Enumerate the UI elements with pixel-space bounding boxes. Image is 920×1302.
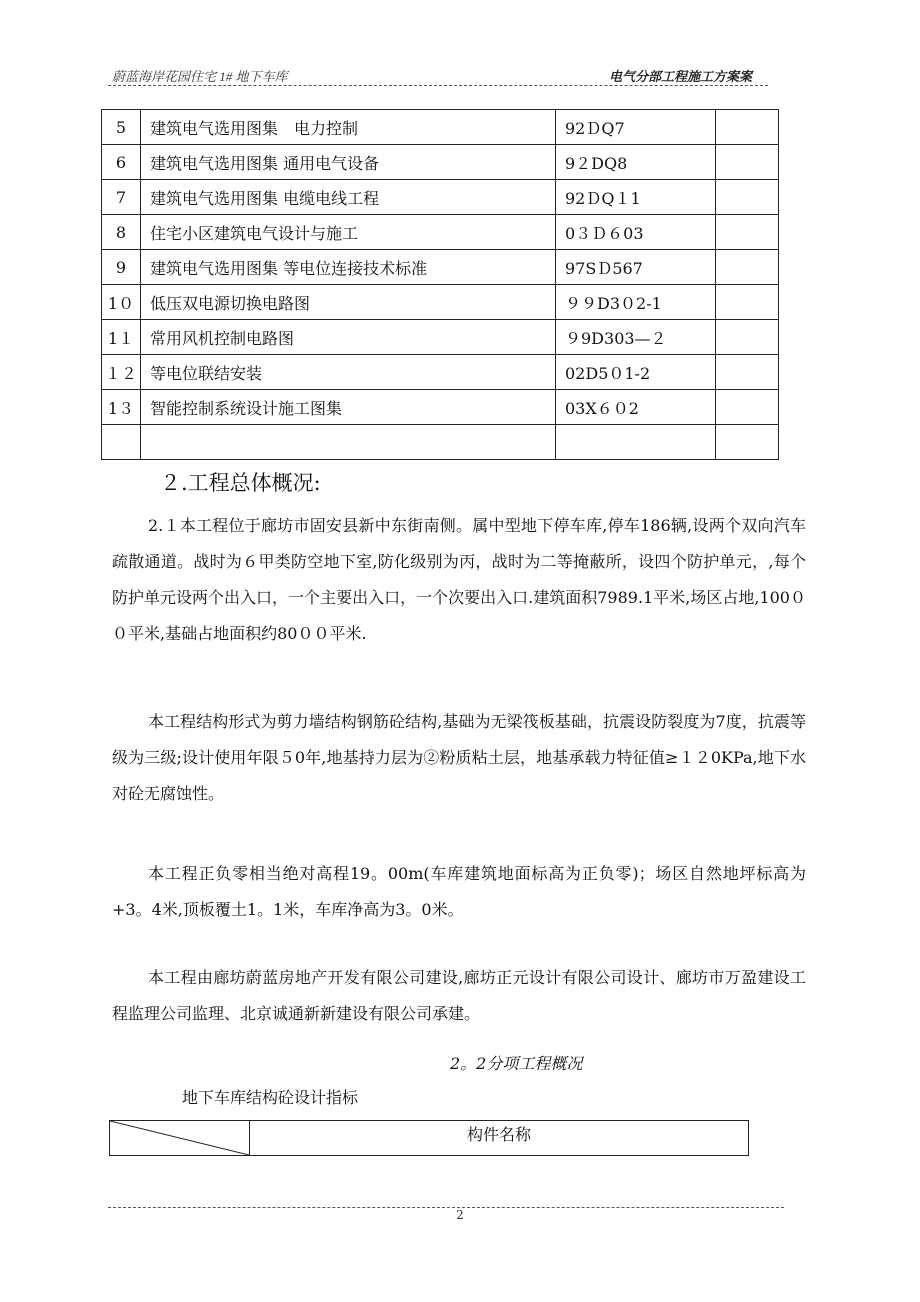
concrete-design-table [109, 1120, 749, 1156]
blank-cell [716, 145, 779, 180]
page-number: 2 [456, 1208, 464, 1222]
blank-cell [716, 285, 779, 320]
table-row [102, 180, 779, 215]
blank-cell [716, 110, 779, 145]
paragraph-text: 本工程结构形式为剪力墙结构钢筋砼结构,基础为无梁筏板基础，抗震设防裂度为7度，抗震等级为三级;设计使用年限５0年,地基持力层为②粉质粘土层，地基承载力特征值≥１２0KPa,地下水对砼无腐蚀性。 [112, 712, 806, 803]
blank-cell [716, 390, 779, 425]
row-number: 1０ [102, 285, 141, 320]
reference-standards-table [101, 109, 779, 460]
standard-name: 等电位联结安装 [141, 355, 556, 390]
blank-cell [716, 355, 779, 390]
blank-cell [716, 320, 779, 355]
table-row [102, 355, 779, 390]
overview-paragraph-4 [112, 960, 806, 1032]
overview-paragraph-2 [112, 704, 806, 812]
blank-cell [716, 180, 779, 215]
table-caption: 地下车库结构砼设计指标 [182, 1088, 359, 1107]
standard-name: 住宅小区建筑电气设计与施工 [141, 215, 556, 250]
standard-name: 建筑电气选用图集 等电位连接技术标准 [141, 250, 556, 285]
atlas-code: 97SＤ567 [556, 250, 716, 285]
subsection-title: 2。2分项工程概况 [450, 1054, 583, 1073]
blank-cell [716, 215, 779, 250]
header-project-name: 蔚蓝海岸花园住宅 1# 地下车库 [112, 69, 288, 84]
row-number [102, 425, 141, 460]
atlas-code [556, 425, 716, 460]
table-row [102, 285, 779, 320]
table-row [102, 390, 779, 425]
paragraph-text: 本工程正负零相当绝对高程19。00m(车库建筑地面标高为正负零)；场区自然地坪标高为+3。4米,顶板覆土1。1米，车库净高为3。0米。 [112, 864, 806, 919]
table-row [102, 145, 779, 180]
blank-cell [716, 425, 779, 460]
blank-cell [716, 250, 779, 285]
standard-name: 建筑电气选用图集 通用电气设备 [141, 145, 556, 180]
standard-name: 建筑电气选用图集 电力控制 [141, 110, 556, 145]
row-number: 1３ [102, 390, 141, 425]
standard-name: 低压双电源切换电路图 [141, 285, 556, 320]
table-row [102, 250, 779, 285]
header-document-title: 电气分部工程施工方案案 [609, 69, 753, 84]
table-row [102, 215, 779, 250]
atlas-code: 92ＤQ１1 [556, 180, 716, 215]
atlas-code: 02D5０1-2 [556, 355, 716, 390]
row-number: １２ [102, 355, 141, 390]
table-row [102, 110, 779, 145]
overview-paragraph-3 [112, 856, 806, 928]
standard-name: 建筑电气选用图集 电缆电线工程 [141, 180, 556, 215]
atlas-code: 92ＤQ7 [556, 110, 716, 145]
section-title: ２.工程总体概况: [160, 471, 321, 495]
atlas-code: ９９D3０2-1 [556, 285, 716, 320]
atlas-code: ９9D303—２ [556, 320, 716, 355]
table-row [102, 425, 779, 460]
component-name-header: 构件名称 [466, 1125, 531, 1144]
standard-name [141, 425, 556, 460]
overview-paragraph-1 [112, 508, 806, 652]
row-number: 8 [102, 215, 141, 250]
paragraph-text: 2.１本工程位于廊坊市固安县新中东街南侧。属中型地下停车库,停车186辆,设两个双向汽车疏散通道。战时为６甲类防空地下室,防化级别为丙，战时为二等掩蔽所，设四个防护单元，,每个防护单元设两个出入口，一个主要出入口，一个次要出入口.建筑面积7989.1平米,场区占地,100００平米,基础占地面积约80００平米. [112, 516, 806, 643]
standard-name: 常用风机控制电路图 [141, 320, 556, 355]
diagonal-header-cell [110, 1121, 250, 1155]
diagonal-line [110, 1121, 249, 1155]
row-number: 6 [102, 145, 141, 180]
row-number: 7 [102, 180, 141, 215]
atlas-code: 03X６０2 [556, 390, 716, 425]
table-row [102, 320, 779, 355]
atlas-code: 0３Ｄ６03 [556, 215, 716, 250]
atlas-code: 9２DQ8 [556, 145, 716, 180]
row-number: 5 [102, 110, 141, 145]
standard-name: 智能控制系统设计施工图集 [141, 390, 556, 425]
row-number: 9 [102, 250, 141, 285]
paragraph-text: 本工程由廊坊蔚蓝房地产开发有限公司建设,廊坊正元设计有限公司设计、廊坊市万盈建设工程监理公司监理、北京诚通新新建设有限公司承建。 [112, 968, 806, 1023]
row-number: 1１ [102, 320, 141, 355]
header-divider [108, 85, 768, 86]
